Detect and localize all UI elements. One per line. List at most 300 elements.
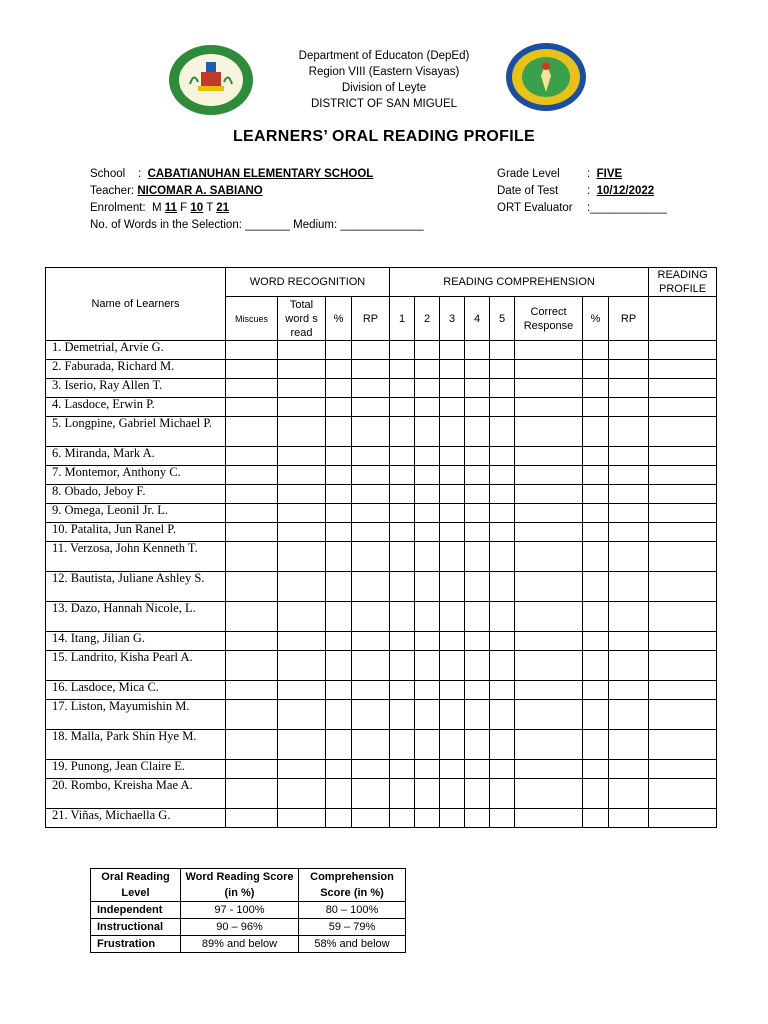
score-cell[interactable] [326, 730, 352, 760]
score-cell[interactable] [226, 681, 278, 700]
score-cell[interactable] [415, 485, 440, 504]
learner-name: 21. Viñas, Michaella G. [46, 809, 226, 828]
score-cell[interactable] [415, 504, 440, 523]
department-line: Department of Educaton (DepEd) [298, 50, 470, 62]
score-cell[interactable] [515, 632, 583, 651]
score-cell[interactable] [352, 485, 390, 504]
score-cell[interactable] [440, 360, 465, 379]
table-row [46, 341, 717, 360]
score-cell[interactable] [583, 523, 609, 542]
table-row [46, 447, 717, 466]
score-cell[interactable] [490, 466, 515, 485]
score-cell[interactable] [278, 779, 326, 809]
score-cell[interactable] [440, 651, 465, 681]
score-cell[interactable] [278, 681, 326, 700]
score-cell[interactable] [609, 447, 649, 466]
score-cell[interactable] [583, 485, 609, 504]
oral-reading-table [45, 267, 717, 828]
score-cell[interactable] [609, 379, 649, 398]
score-cell[interactable] [490, 417, 515, 447]
score-cell[interactable] [649, 447, 717, 466]
score-cell[interactable] [515, 700, 583, 730]
score-cell[interactable] [326, 504, 352, 523]
score-cell[interactable] [352, 651, 390, 681]
score-cell[interactable] [440, 809, 465, 828]
score-cell[interactable] [326, 417, 352, 447]
score-cell[interactable] [326, 651, 352, 681]
score-cell[interactable] [583, 681, 609, 700]
score-cell[interactable] [440, 700, 465, 730]
score-cell[interactable] [278, 730, 326, 760]
score-cell[interactable] [649, 360, 717, 379]
score-cell[interactable] [440, 730, 465, 760]
score-cell[interactable] [515, 542, 583, 572]
score-cell[interactable] [465, 360, 490, 379]
score-cell[interactable] [326, 632, 352, 651]
score-cell[interactable] [609, 485, 649, 504]
score-cell[interactable] [609, 760, 649, 779]
score-cell[interactable] [609, 779, 649, 809]
score-cell[interactable] [278, 523, 326, 542]
score-cell[interactable] [649, 779, 717, 809]
score-cell[interactable] [390, 651, 415, 681]
evaluator-row: ORT Evaluator :____________ [497, 202, 667, 214]
score-cell[interactable] [440, 485, 465, 504]
score-cell[interactable] [609, 360, 649, 379]
score-cell[interactable] [465, 504, 490, 523]
score-cell[interactable] [609, 523, 649, 542]
score-cell[interactable] [278, 447, 326, 466]
score-cell[interactable] [390, 700, 415, 730]
score-cell[interactable] [515, 523, 583, 542]
score-cell[interactable] [515, 760, 583, 779]
score-cell[interactable] [352, 504, 390, 523]
score-cell[interactable] [326, 700, 352, 730]
score-cell[interactable] [649, 602, 717, 632]
score-cell[interactable] [440, 341, 465, 360]
score-cell[interactable] [415, 760, 440, 779]
learner-name: 16. Lasdoce, Mica C. [46, 681, 226, 700]
score-cell[interactable] [352, 730, 390, 760]
score-cell[interactable] [226, 632, 278, 651]
score-cell[interactable] [609, 572, 649, 602]
score-cell[interactable] [465, 398, 490, 417]
score-cell[interactable] [490, 779, 515, 809]
test-info [497, 166, 667, 217]
score-cell[interactable] [515, 447, 583, 466]
score-cell[interactable] [226, 360, 278, 379]
score-cell[interactable] [352, 700, 390, 730]
q4-header: 4 [465, 297, 490, 341]
score-cell[interactable] [326, 779, 352, 809]
score-cell[interactable] [390, 809, 415, 828]
legend-row: Instructional 90 – 96% 59 – 79% [91, 919, 406, 936]
score-cell[interactable] [440, 523, 465, 542]
score-cell[interactable] [609, 417, 649, 447]
score-cell[interactable] [465, 417, 490, 447]
score-cell[interactable] [649, 632, 717, 651]
score-cell[interactable] [278, 485, 326, 504]
score-cell[interactable] [440, 417, 465, 447]
score-cell[interactable] [609, 809, 649, 828]
score-cell[interactable] [490, 485, 515, 504]
score-cell[interactable] [515, 730, 583, 760]
score-cell[interactable] [465, 730, 490, 760]
score-cell[interactable] [440, 379, 465, 398]
score-cell[interactable] [390, 779, 415, 809]
score-cell[interactable] [649, 730, 717, 760]
score-cell[interactable] [390, 730, 415, 760]
score-cell[interactable] [415, 700, 440, 730]
score-cell[interactable] [490, 572, 515, 602]
score-cell[interactable] [465, 379, 490, 398]
score-cell[interactable] [583, 700, 609, 730]
score-cell[interactable] [515, 572, 583, 602]
table-row [46, 398, 717, 417]
score-cell[interactable] [609, 700, 649, 730]
score-cell[interactable] [390, 417, 415, 447]
score-cell[interactable] [440, 466, 465, 485]
score-cell[interactable] [490, 809, 515, 828]
score-cell[interactable] [440, 760, 465, 779]
score-cell[interactable] [465, 681, 490, 700]
correct-response-header: Correct Response [515, 297, 583, 341]
score-cell[interactable] [465, 466, 490, 485]
score-cell[interactable] [326, 379, 352, 398]
score-cell[interactable] [390, 760, 415, 779]
score-cell[interactable] [490, 523, 515, 542]
score-cell[interactable] [440, 632, 465, 651]
score-cell[interactable] [515, 809, 583, 828]
score-cell[interactable] [326, 572, 352, 602]
score-cell[interactable] [490, 360, 515, 379]
score-cell[interactable] [352, 398, 390, 417]
score-cell[interactable] [415, 542, 440, 572]
score-cell[interactable] [609, 651, 649, 681]
score-cell[interactable] [390, 542, 415, 572]
score-cell[interactable] [326, 466, 352, 485]
score-cell[interactable] [583, 417, 609, 447]
score-cell[interactable] [490, 398, 515, 417]
legend-word-header: Word Reading Score (in %) [181, 869, 299, 902]
score-cell[interactable] [390, 681, 415, 700]
score-cell[interactable] [465, 542, 490, 572]
score-cell[interactable] [490, 651, 515, 681]
score-cell[interactable] [226, 447, 278, 466]
score-cell[interactable] [226, 651, 278, 681]
score-cell[interactable] [352, 523, 390, 542]
score-cell[interactable] [609, 602, 649, 632]
score-cell[interactable] [515, 398, 583, 417]
score-cell[interactable] [609, 341, 649, 360]
score-cell[interactable] [649, 417, 717, 447]
score-cell[interactable] [278, 360, 326, 379]
learner-name: 4. Lasdoce, Erwin P. [46, 398, 226, 417]
score-cell[interactable] [649, 809, 717, 828]
score-cell[interactable] [415, 602, 440, 632]
score-cell[interactable] [326, 398, 352, 417]
score-cell[interactable] [583, 341, 609, 360]
score-cell[interactable] [390, 572, 415, 602]
score-cell[interactable] [226, 779, 278, 809]
score-cell[interactable] [278, 809, 326, 828]
score-cell[interactable] [515, 485, 583, 504]
score-cell[interactable] [583, 360, 609, 379]
date-row: Date of Test : 10/12/2022 [497, 185, 655, 197]
score-cell[interactable] [390, 602, 415, 632]
score-cell[interactable] [440, 572, 465, 602]
score-cell[interactable] [278, 542, 326, 572]
score-cell[interactable] [515, 681, 583, 700]
score-cell[interactable] [226, 398, 278, 417]
score-cell[interactable] [352, 417, 390, 447]
score-cell[interactable] [649, 466, 717, 485]
score-cell[interactable] [415, 360, 440, 379]
score-cell[interactable] [278, 651, 326, 681]
score-cell[interactable] [515, 379, 583, 398]
score-cell[interactable] [278, 632, 326, 651]
score-cell[interactable] [415, 379, 440, 398]
score-cell[interactable] [390, 447, 415, 466]
score-cell[interactable] [583, 447, 609, 466]
score-cell[interactable] [583, 572, 609, 602]
table-row [46, 379, 717, 398]
score-cell[interactable] [352, 760, 390, 779]
score-cell[interactable] [226, 341, 278, 360]
score-cell[interactable] [465, 632, 490, 651]
score-cell[interactable] [490, 504, 515, 523]
score-cell[interactable] [226, 542, 278, 572]
score-cell[interactable] [352, 779, 390, 809]
score-cell[interactable] [515, 360, 583, 379]
score-cell[interactable] [583, 632, 609, 651]
score-cell[interactable] [415, 572, 440, 602]
score-cell[interactable] [490, 341, 515, 360]
total-words-header: Total word s read [278, 297, 326, 341]
score-cell[interactable] [649, 504, 717, 523]
score-cell[interactable] [352, 379, 390, 398]
score-cell[interactable] [352, 360, 390, 379]
score-cell[interactable] [352, 466, 390, 485]
score-cell[interactable] [226, 760, 278, 779]
score-cell[interactable] [226, 730, 278, 760]
score-cell[interactable] [390, 379, 415, 398]
score-cell[interactable] [609, 398, 649, 417]
score-cell[interactable] [352, 447, 390, 466]
score-cell[interactable] [583, 730, 609, 760]
score-cell[interactable] [465, 651, 490, 681]
score-cell[interactable] [326, 485, 352, 504]
legend-row: Independent 97 - 100% 80 – 100% [91, 902, 406, 919]
score-cell[interactable] [490, 379, 515, 398]
score-cell[interactable] [415, 417, 440, 447]
score-cell[interactable] [278, 341, 326, 360]
score-cell[interactable] [226, 504, 278, 523]
score-cell[interactable] [583, 779, 609, 809]
score-cell[interactable] [226, 485, 278, 504]
table-row [46, 700, 717, 730]
score-cell[interactable] [490, 760, 515, 779]
score-cell[interactable] [649, 681, 717, 700]
score-cell[interactable] [609, 466, 649, 485]
score-cell[interactable] [583, 398, 609, 417]
score-cell[interactable] [390, 341, 415, 360]
score-cell[interactable] [440, 504, 465, 523]
score-cell[interactable] [326, 523, 352, 542]
score-cell[interactable] [440, 779, 465, 809]
score-cell[interactable] [583, 542, 609, 572]
score-cell[interactable] [415, 632, 440, 651]
score-cell[interactable] [352, 632, 390, 651]
school-info [90, 166, 424, 234]
score-cell[interactable] [390, 504, 415, 523]
score-cell[interactable] [583, 760, 609, 779]
score-cell[interactable] [583, 602, 609, 632]
score-cell[interactable] [515, 341, 583, 360]
score-cell[interactable] [465, 760, 490, 779]
score-cell[interactable] [326, 447, 352, 466]
score-cell[interactable] [515, 417, 583, 447]
score-cell[interactable] [515, 651, 583, 681]
learner-name: 10. Patalita, Jun Ranel P. [46, 523, 226, 542]
score-cell[interactable] [465, 341, 490, 360]
score-cell[interactable] [226, 466, 278, 485]
score-cell[interactable] [278, 398, 326, 417]
score-cell[interactable] [465, 523, 490, 542]
score-cell[interactable] [583, 651, 609, 681]
score-cell[interactable] [465, 809, 490, 828]
grade-value: FIVE [596, 168, 623, 180]
score-cell[interactable] [515, 504, 583, 523]
score-cell[interactable] [226, 602, 278, 632]
score-cell[interactable] [390, 398, 415, 417]
score-cell[interactable] [649, 651, 717, 681]
score-cell[interactable] [278, 572, 326, 602]
score-cell[interactable] [415, 398, 440, 417]
score-cell[interactable] [465, 485, 490, 504]
score-cell[interactable] [278, 504, 326, 523]
score-cell[interactable] [465, 602, 490, 632]
score-cell[interactable] [490, 632, 515, 651]
score-cell[interactable] [649, 341, 717, 360]
score-cell[interactable] [415, 651, 440, 681]
score-cell[interactable] [278, 417, 326, 447]
score-cell[interactable] [352, 542, 390, 572]
score-cell[interactable] [649, 572, 717, 602]
score-cell[interactable] [609, 730, 649, 760]
score-cell[interactable] [609, 681, 649, 700]
score-cell[interactable] [415, 809, 440, 828]
score-cell[interactable] [609, 504, 649, 523]
score-cell[interactable] [465, 779, 490, 809]
score-cell[interactable] [490, 681, 515, 700]
score-cell[interactable] [226, 700, 278, 730]
learner-name: 12. Bautista, Juliane Ashley S. [46, 572, 226, 602]
score-cell[interactable] [278, 602, 326, 632]
score-cell[interactable] [326, 542, 352, 572]
score-cell[interactable] [649, 485, 717, 504]
score-cell[interactable] [649, 398, 717, 417]
score-cell[interactable] [390, 466, 415, 485]
score-cell[interactable] [326, 681, 352, 700]
score-cell[interactable] [490, 542, 515, 572]
score-cell[interactable] [390, 523, 415, 542]
score-cell[interactable] [490, 700, 515, 730]
score-cell[interactable] [490, 447, 515, 466]
score-cell[interactable] [583, 466, 609, 485]
score-cell[interactable] [326, 602, 352, 632]
score-cell[interactable] [352, 572, 390, 602]
score-cell[interactable] [278, 466, 326, 485]
score-cell[interactable] [440, 447, 465, 466]
score-cell[interactable] [609, 542, 649, 572]
score-cell[interactable] [490, 730, 515, 760]
score-cell[interactable] [649, 542, 717, 572]
score-cell[interactable] [415, 447, 440, 466]
score-cell[interactable] [440, 681, 465, 700]
score-cell[interactable] [226, 417, 278, 447]
score-cell[interactable] [352, 809, 390, 828]
score-cell[interactable] [390, 632, 415, 651]
score-cell[interactable] [490, 602, 515, 632]
score-cell[interactable] [226, 379, 278, 398]
score-cell[interactable] [352, 681, 390, 700]
score-cell[interactable] [583, 504, 609, 523]
score-cell[interactable] [649, 523, 717, 542]
score-cell[interactable] [415, 779, 440, 809]
score-cell[interactable] [649, 379, 717, 398]
score-cell[interactable] [415, 341, 440, 360]
score-cell[interactable] [278, 379, 326, 398]
score-cell[interactable] [583, 809, 609, 828]
score-cell[interactable] [440, 542, 465, 572]
score-cell[interactable] [415, 523, 440, 542]
score-cell[interactable] [415, 466, 440, 485]
score-cell[interactable] [415, 730, 440, 760]
score-cell[interactable] [390, 485, 415, 504]
score-cell[interactable] [583, 379, 609, 398]
score-cell[interactable] [326, 760, 352, 779]
score-cell[interactable] [649, 700, 717, 730]
learner-name: 15. Landrito, Kisha Pearl A. [46, 651, 226, 681]
score-cell[interactable] [326, 360, 352, 379]
score-cell[interactable] [415, 681, 440, 700]
score-cell[interactable] [515, 602, 583, 632]
miscues-header: Miscues [226, 297, 278, 341]
score-cell[interactable] [649, 760, 717, 779]
score-cell[interactable] [390, 360, 415, 379]
table-row [46, 651, 717, 681]
score-cell[interactable] [326, 341, 352, 360]
score-cell[interactable] [440, 398, 465, 417]
score-cell[interactable] [440, 602, 465, 632]
score-cell[interactable] [465, 700, 490, 730]
score-cell[interactable] [278, 700, 326, 730]
score-cell[interactable] [465, 447, 490, 466]
score-cell[interactable] [226, 809, 278, 828]
score-cell[interactable] [278, 760, 326, 779]
score-cell[interactable] [226, 572, 278, 602]
score-cell[interactable] [352, 341, 390, 360]
reading-comprehension-header: READING COMPREHENSION [390, 268, 649, 297]
score-cell[interactable] [609, 632, 649, 651]
score-cell[interactable] [352, 602, 390, 632]
score-cell[interactable] [226, 523, 278, 542]
score-cell[interactable] [326, 809, 352, 828]
score-cell[interactable] [515, 466, 583, 485]
score-cell[interactable] [465, 572, 490, 602]
score-cell[interactable] [515, 779, 583, 809]
